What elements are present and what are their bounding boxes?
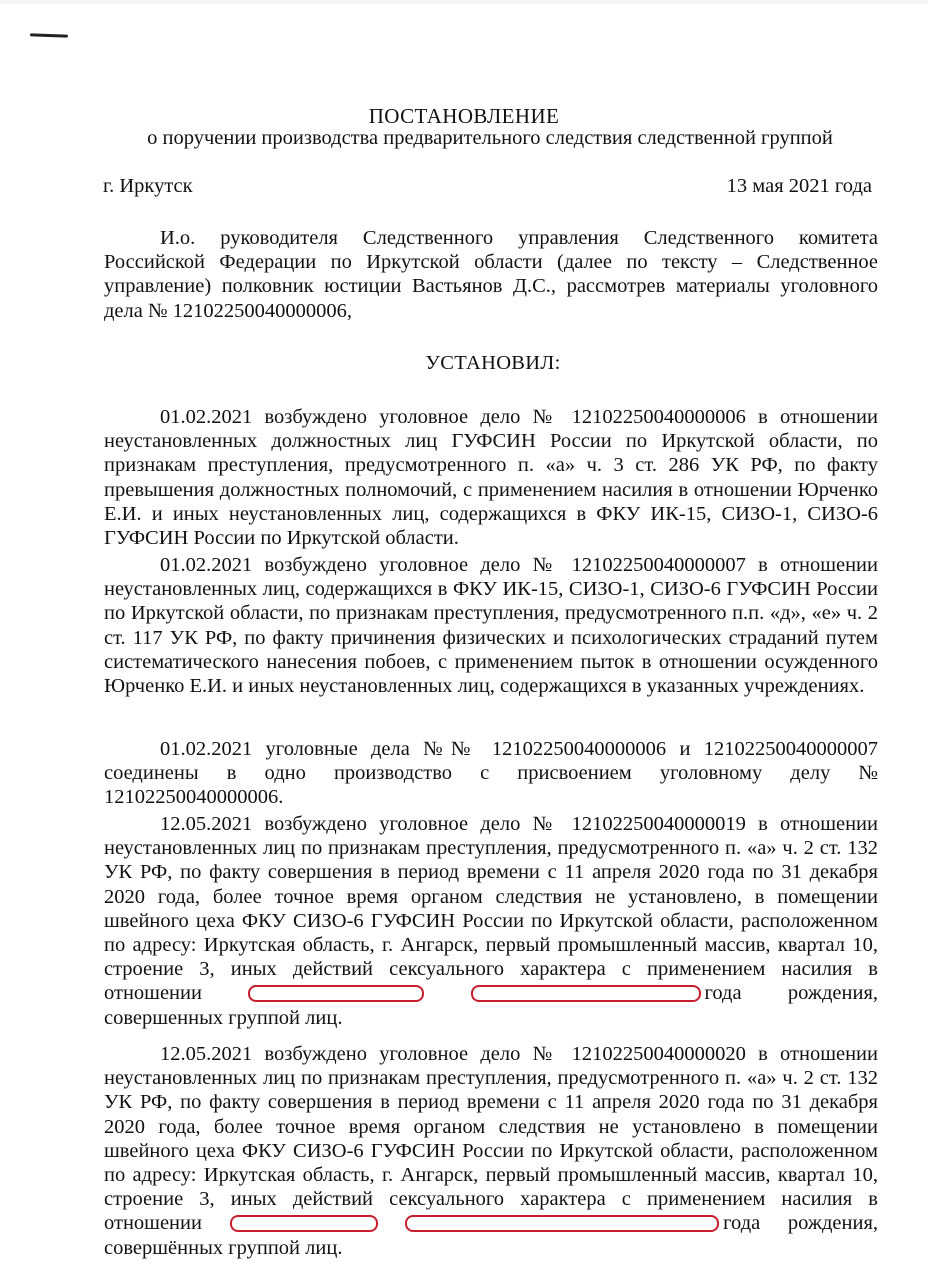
paragraph-4-end: года рождения, совершенных группой лиц. xyxy=(104,982,879,1029)
document-title: ПОСТАНОВЛЕНИЕ xyxy=(368,104,560,128)
paragraph-4 xyxy=(104,812,878,1030)
scan-top-edge xyxy=(0,0,928,4)
paragraph-2: 01.02.2021 возбуждено уголовное дело № 12102250040000007 в отношении неустановленных лиц, содержащихся в ФКУ ИК-15, СИЗО-1, СИЗО-6 ГУФСИН России по Иркутской области, по признакам преступления, предусмотренного п.п. «д», «е» ч. 2 ст. 117 УК РФ, по факту причинения физических и психологических страданий путем систематического нанесения побоев, с применением пыток в отношении осужденного Юрченко Е.И. и иных неустановленных лиц, содержащихся в указанных учреждениях. xyxy=(104,554,878,698)
redaction-box xyxy=(471,985,701,1002)
document-subtitle: о поручении производства предварительного следствия следственной группой xyxy=(147,127,833,149)
paragraph-5-text: 12.05.2021 возбуждено уголовное дело № 12102250040000020 в отношении неустановленных лиц по признакам преступления, предусмотренного п. «а» ч. 2 ст. 132 УК РФ, по факту совершения в период времени с 11 апреля 2020 года по 31 декабря 2020 года, более точное время органом следствия не установлено в помещении швейного цеха ФКУ СИЗО-6 ГУФСИН России по Иркутской области, расположенном по адресу: Иркутская область, г. Ангарск, первый промышленный массив, квартал 10, строение 3, иных действий сексуального характера с применением насилия в отношении xyxy=(104,1043,878,1235)
paragraph-3: 01.02.2021 уголовные дела №№ 12102250040000006 и 12102250040000007 соединены в одно производство с присвоением уголовному делу № 12102250040000006. xyxy=(104,738,878,809)
redaction-box xyxy=(405,1215,719,1232)
handwritten-mark xyxy=(30,33,68,37)
document-date: 13 мая 2021 года xyxy=(726,175,872,197)
paragraph-4-text: 12.05.2021 возбуждено уголовное дело № 12102250040000019 в отношении неустановленных лиц по признакам преступления, предусмотренного п. «а» ч. 2 ст. 132 УК РФ, по факту совершения в период времени с 11 апреля 2020 года по 31 декабря 2020 года, более точное время органом следствия не установлено, в помещении швейного цеха ФКУ СИЗО-6 ГУФСИН России по Иркутской области, расположенном по адресу: Иркутская область, г. Ангарск, первый промышленный массив, квартал 10, строение 3, иных действий сексуального характера с применением насилия в отношении xyxy=(104,813,878,1005)
redaction-box xyxy=(248,985,424,1002)
intro-paragraph: И.о. руководителя Следственного управления Следственного комитета Российской Федерации по Иркутской области (далее по тексту – Следственное управление) полковник юстиции Вастьянов Д.С., рассмотрев материалы уголовного дела № 12102250040000006, xyxy=(104,227,878,322)
paragraph-1: 01.02.2021 возбуждено уголовное дело № 12102250040000006 в отношении неустановленных должностных лиц ГУФСИН России по Иркутской области, по признакам преступления, предусмотренного п. «а» ч. 3 ст. 286 УК РФ, по факту превышения должностных полномочий, с применением насилия в отношении Юрченко Е.И. и иных неустановленных лиц, содержащихся в ФКУ ИК-15, СИЗО-1, СИЗО-6 ГУФСИН России по Иркутской области. xyxy=(104,406,878,550)
section-heading: УСТАНОВИЛ: xyxy=(425,352,561,374)
paragraph-5-end: года рождения, совершённых группой лиц. xyxy=(104,1212,879,1259)
paragraph-5 xyxy=(104,1042,878,1260)
redaction-box xyxy=(230,1215,378,1232)
document-city: г. Иркутск xyxy=(103,175,193,197)
